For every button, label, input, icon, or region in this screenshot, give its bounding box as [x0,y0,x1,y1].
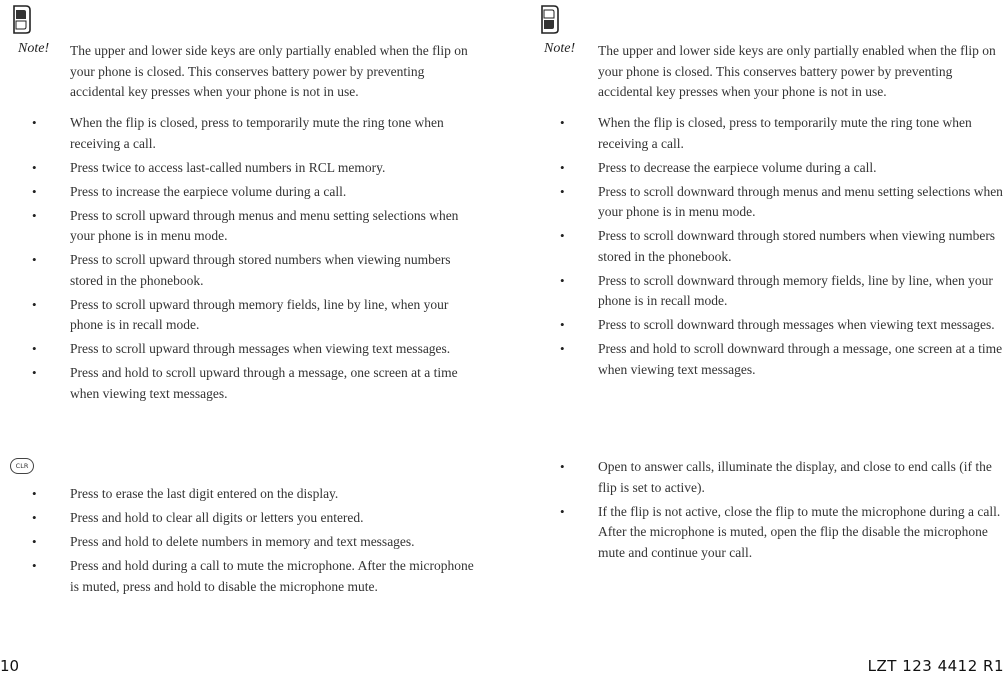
list-item: • Press and hold to delete numbers in memory and text messages. [0,532,478,553]
list-item: • When the flip is closed, press to temporarily mute the ring tone when receiving a call. [560,115,972,151]
list-item: • Press and hold to scroll upward through a message, one screen at a time when viewing text messages. [32,365,458,401]
bullet-icon: • [560,159,565,175]
list-item: • Open to answer calls, illuminate the display, and close to end calls (if the flip is set to active). [560,459,992,495]
list-item: • Press to erase the last digit entered on the display. [0,484,478,505]
bullet-icon: • [32,534,37,549]
list-item: • Press to scroll upward through menus and menu setting selections when your phone is in menu mode. [32,207,459,243]
bullet-icon: • [560,115,565,130]
list-item: • Press to scroll upward through messages when viewing text messages. [0,339,478,360]
upper-key-bullet-list [0,113,478,408]
bullet-icon: • [560,228,565,243]
list-item: • Press to decrease the earpiece volume during a call. [528,158,1006,179]
bullet-icon: • [32,365,37,380]
list-item: • Press and hold to clear all digits or letters you entered. [0,508,478,529]
list-item: • Press to scroll downward through menus and menu setting selections when your phone is in menu mode. [560,183,1003,219]
note-text: The upper and lower side keys are only partially enabled when the flip on your phone is closed. This conserves battery power by preventing accidental key presses when your phone is not in use. [70,43,468,99]
flip-bullet-list [528,457,1006,567]
list-item: • Press and hold during a call to mute the microphone. After the microphone is muted, press and hold to disable the microphone mute. [32,558,474,594]
bullet-icon: • [560,317,565,332]
note-label: Note! [544,41,576,56]
clr-key-icon: CLR [10,458,34,474]
bullet-icon: • [32,183,37,199]
bullet-icon: • [32,341,37,356]
list-item: • Press to scroll downward through stored numbers when viewing numbers stored in the phonebook. [560,228,996,264]
side-key-down-icon [538,4,562,34]
list-item: • Press and hold to scroll downward through a message, one screen at a time when viewing text messages. [560,341,1003,377]
bullet-icon: • [32,486,37,501]
bullet-icon: • [560,341,565,356]
bullet-icon: • [32,159,37,175]
list-item: • Press to scroll upward through stored numbers when viewing numbers stored in the phonebook. [32,252,451,288]
bullet-icon: • [32,115,37,130]
list-item: • Press to scroll downward through memory fields, line by line, when your phone is in recall mode. [560,272,993,308]
clr-key-bullet-list [0,484,478,601]
note-label: Note! [18,41,50,56]
bullet-icon: • [32,207,37,223]
lower-key-bullet-list [528,113,1006,384]
bullet-icon: • [560,272,565,288]
list-item: • Press to scroll upward through memory fields, line by line, when your phone is in recall mode. [32,296,449,332]
bullet-icon: • [560,503,565,519]
bullet-icon: • [560,459,565,474]
note-text: The upper and lower side keys are only partially enabled when the flip on your phone is closed. This conserves battery power by preventing accidental key presses when your phone is not in use. [598,43,996,99]
list-item: • Press twice to access last-called numbers in RCL memory. [0,158,478,179]
side-key-up-icon [10,4,34,34]
list-item: • If the flip is not active, close the flip to mute the microphone during a call. After the microphone is muted, open the flip the disable the microphone mute and continue your call. [560,503,1001,560]
bullet-icon: • [32,558,37,573]
list-item: • When the flip is closed, press to temporarily mute the ring tone when receiving a call. [32,115,444,151]
bullet-icon: • [32,296,37,312]
list-item: • Press to increase the earpiece volume during a call. [0,182,478,203]
bullet-icon: • [560,183,565,199]
bullet-icon: • [32,510,37,525]
page-number: 10 [0,657,20,675]
document-code: LZT 123 4412 R1 [867,657,1004,675]
bullet-icon: • [32,252,37,267]
list-item: • Press to scroll downward through messages when viewing text messages. [528,315,1006,336]
